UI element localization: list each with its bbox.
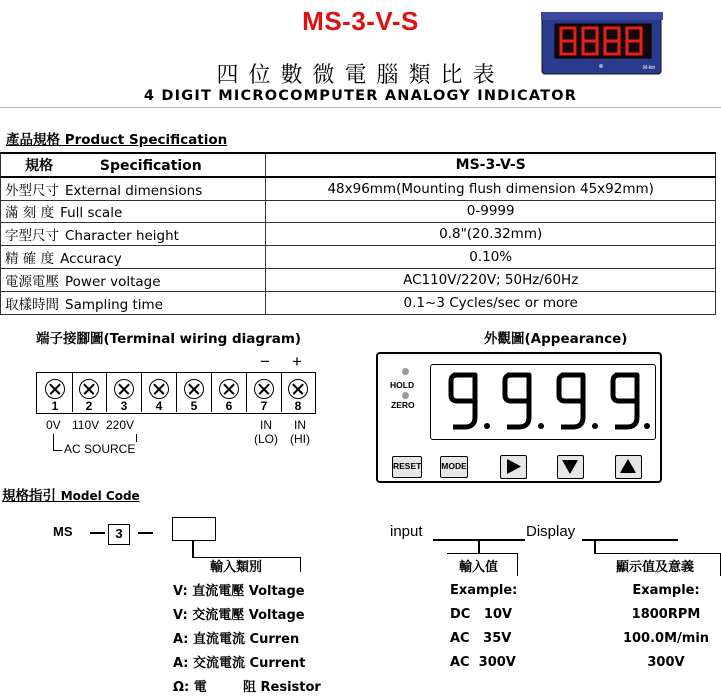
terminal-divider [106,373,107,412]
minus-sign: − [260,352,270,371]
triangle-down-icon [558,456,582,477]
table-row [1,200,716,223]
table-row [1,223,716,246]
list-item: 100.0M/min [622,631,710,646]
in-hi-line2: (HI) [290,432,310,446]
model-code-heading [2,484,140,504]
spec-head-en: Specification [99,157,202,174]
model-code-en: Model Code [60,489,140,503]
terminal-label-0v: 0V [46,418,61,432]
hold-led-icon [402,368,409,375]
spec-row-value: 0-9999 [266,200,716,223]
in-lo-line1: IN [260,418,272,432]
spec-row-en: Character height [65,228,179,245]
product-model-title: MS-3-V-S [302,6,419,36]
spec-head-cn: 規格 [25,157,53,174]
list-item: DC 10V [450,607,513,622]
terminal-diagram-title: 端子接腳圖(Terminal wiring diagram) [36,331,302,347]
terminal-screw-icon [219,379,239,399]
terminal-screw-icon [149,379,169,399]
list-item: 300V [647,655,685,670]
spec-row-cn: 精 確 度 [5,251,55,268]
triangle-up-icon [616,456,640,477]
list-item: V: 交流電壓 Voltage [173,608,305,623]
spec-row-value: 0.1~3 Cycles/sec or more [266,291,716,314]
terminal-number: 4 [155,399,163,413]
photo-brand: M-kin [643,65,656,71]
list-item: AC 300V [450,655,516,670]
terminal-screw-icon [288,379,308,399]
digit-display [430,364,656,440]
terminal-label-220v: 220V [106,418,135,432]
table-row [1,246,716,269]
ac-source-label: AC SOURCE [64,442,136,456]
down-arrow-button[interactable] [557,455,584,479]
terminal-screw-icon [45,379,65,399]
spec-row-cn: 取樣時間 [5,296,59,313]
terminal-number: 3 [120,399,128,413]
spec-row-cn: 外型尺寸 [5,182,59,199]
terminal-number: 7 [260,399,268,413]
terminal-screw-icon [79,379,99,399]
english-title: 4 DIGIT MICROCOMPUTER ANALOGY INDICATOR [143,88,578,104]
in-lo-line2: (LO) [254,432,278,446]
right-arrow-button[interactable] [500,455,527,479]
display-meaning-label: 顯示值及意義 [616,560,695,575]
list-item: A: 直流電流 Curren [173,632,300,647]
spec-row-value: 48x96mm(Mounting flush dimension 45x92mm) [266,177,716,200]
spec-row-cn: 電源電壓 [5,273,59,290]
terminal-number: 1 [51,399,59,413]
list-item: AC 35V [450,631,512,646]
spec-row-en: Sampling time [65,296,163,313]
spec-section-heading [6,128,227,148]
terminal-number: 2 [85,399,93,413]
model-code-cn: 規格指引 [2,488,56,504]
list-item: V: 直流電壓 Voltage [173,584,305,599]
spec-row-value: 0.8"(20.32mm) [266,223,716,246]
terminal-divider [211,373,212,412]
input-connector-line [478,540,480,554]
digits-9999-icon [431,365,654,438]
terminal-divider [246,373,247,412]
terminal-number: 5 [190,399,198,413]
zero-led-icon [402,392,409,399]
table-row [1,291,716,314]
dash-line [90,532,105,534]
in-lo-label [253,418,279,446]
terminal-number: 6 [225,399,233,413]
in-hi-line1: IN [294,418,306,432]
model-prefix: MS [53,524,73,539]
display-connector-line [594,540,596,554]
list-item: A: 交流電流 Current [173,656,306,671]
list-item: Ω: 電 阻 Resistor [173,680,321,695]
terminal-divider [281,373,282,412]
input-type-label: 輸入類別 [210,560,263,575]
input-example-list [450,579,517,675]
example-label: Example: [450,583,518,598]
up-arrow-button[interactable] [615,455,642,479]
table-row [1,177,716,200]
terminal-number: 8 [294,399,302,413]
spec-row-value: 0.10% [266,246,716,269]
spec-row-en: Power voltage [65,273,161,290]
spec-row-cn: 字型尺寸 [5,228,59,245]
terminal-strip [36,372,316,414]
display-word: Display [526,523,576,540]
spec-section-en: Product Specification [64,132,228,148]
spec-head-model: MS-3-V-S [266,153,716,177]
hold-label: HOLD [390,380,415,390]
spec-section-cn: 產品規格 [6,132,60,148]
spec-table [0,152,716,315]
spec-row-en: Full scale [60,205,123,222]
play-right-icon [501,456,525,477]
appearance-title: 外觀圖(Appearance) [484,331,628,347]
table-row [1,268,716,291]
dash-line [138,532,153,534]
spec-table-header [1,153,716,177]
terminal-screw-icon [254,379,274,399]
terminal-divider [72,373,73,412]
terminal-screw-icon [184,379,204,399]
zero-label: ZERO [391,400,415,410]
terminal-screw-icon [114,379,134,399]
mode-button[interactable]: MODE [440,456,468,478]
header-divider [0,107,721,108]
in-hi-label [287,418,313,446]
spec-row-cn: 滿 刻 度 [5,205,55,222]
model-box-3: 3 [108,524,130,545]
model-input-type-box [172,517,216,541]
terminal-divider [176,373,177,412]
example-label: Example: [632,583,700,598]
terminal-label-110v: 110V [72,418,100,432]
reset-button[interactable]: RESET [392,456,422,478]
input-value-label: 輸入值 [459,560,499,575]
terminal-divider [141,373,142,412]
spec-row-en: Accuracy [60,251,122,268]
list-item: 1800RPM [631,607,701,622]
input-type-list [173,580,321,700]
plus-sign: + [292,352,302,371]
spec-row-en: External dimensions [65,182,203,199]
spec-row-value: AC110V/220V; 50Hz/60Hz [266,268,716,291]
display-underline [582,539,678,541]
chinese-title: 四位數微電腦類比表 [216,63,505,88]
connector-line [192,541,194,558]
meter-front-panel [376,352,662,483]
display-example-list [616,579,716,675]
input-word: input [390,523,423,540]
